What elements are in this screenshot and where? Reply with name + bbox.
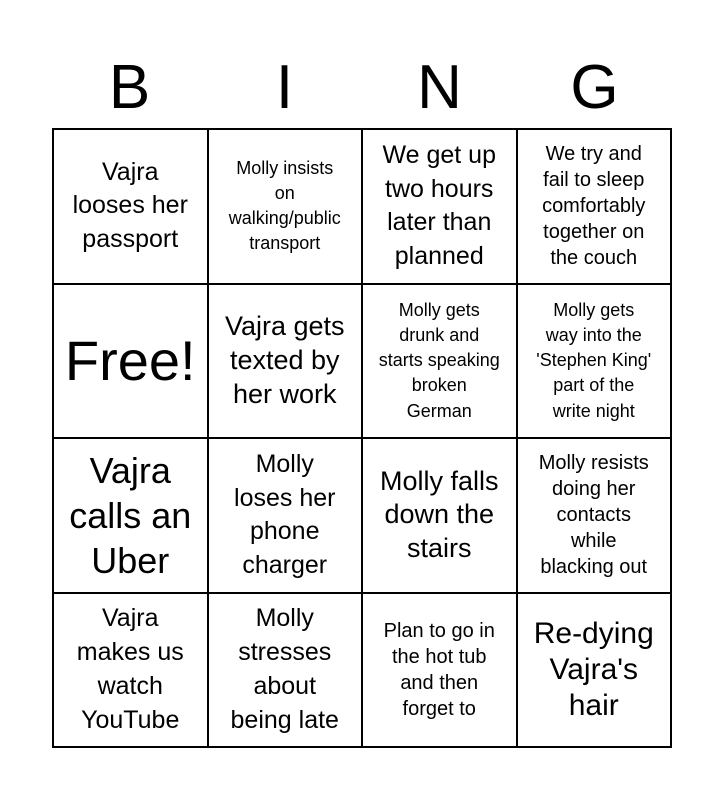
cell-text: Molly resists doing her contacts while blacking out xyxy=(538,452,649,579)
cell-text: Plan to go in the hot tub and then forget to xyxy=(383,619,495,720)
bingo-cell[interactable] xyxy=(209,285,364,440)
cell-text: Vajra calls an Uber xyxy=(69,449,192,581)
cell-text: Vajra makes us watch YouTube xyxy=(76,604,184,734)
bingo-cell[interactable] xyxy=(209,439,364,594)
bingo-cell[interactable] xyxy=(363,594,518,749)
bingo-cell[interactable] xyxy=(54,594,209,749)
header-letter-n: N xyxy=(417,53,462,122)
free-cell[interactable] xyxy=(54,285,209,440)
bingo-cell[interactable] xyxy=(518,439,673,594)
bingo-cell[interactable] xyxy=(209,594,364,749)
cell-text: Molly falls down the stairs xyxy=(379,465,499,564)
bingo-header xyxy=(52,48,672,128)
cell-text: Molly stresses about being late xyxy=(230,604,339,734)
bingo-cell[interactable] xyxy=(518,130,673,285)
cell-text: Vajra gets texted by her work xyxy=(224,311,345,409)
bingo-cell[interactable] xyxy=(54,130,209,285)
bingo-cell[interactable] xyxy=(363,285,518,440)
cell-text: Vajra looses her passport xyxy=(72,157,188,254)
cell-text: Molly gets way into the 'Stephen King' part of the write night xyxy=(536,299,652,421)
bingo-board xyxy=(52,128,672,748)
bingo-cell[interactable] xyxy=(518,594,673,749)
header-letter-g: G xyxy=(570,53,619,122)
cell-text: Molly loses her phone charger xyxy=(234,449,336,579)
header-letter-i: I xyxy=(275,53,294,122)
cell-text: Free! xyxy=(64,328,196,392)
cell-text: We get up two hours later than planned xyxy=(382,140,496,270)
cell-text: Molly insists on walking/public transport xyxy=(228,157,341,254)
cell-text: Re-dying Vajra's hair xyxy=(533,616,654,722)
cell-text: Molly gets drunk and starts speaking broken German xyxy=(378,299,500,421)
cell-text: We try and fail to sleep comfortably together on the couch xyxy=(542,143,646,270)
bingo-cell[interactable] xyxy=(518,285,673,440)
header-letter-b: B xyxy=(108,53,151,122)
bingo-cell[interactable] xyxy=(363,439,518,594)
bingo-cell[interactable] xyxy=(54,439,209,594)
bingo-cell[interactable] xyxy=(209,130,364,285)
bingo-cell[interactable] xyxy=(363,130,518,285)
